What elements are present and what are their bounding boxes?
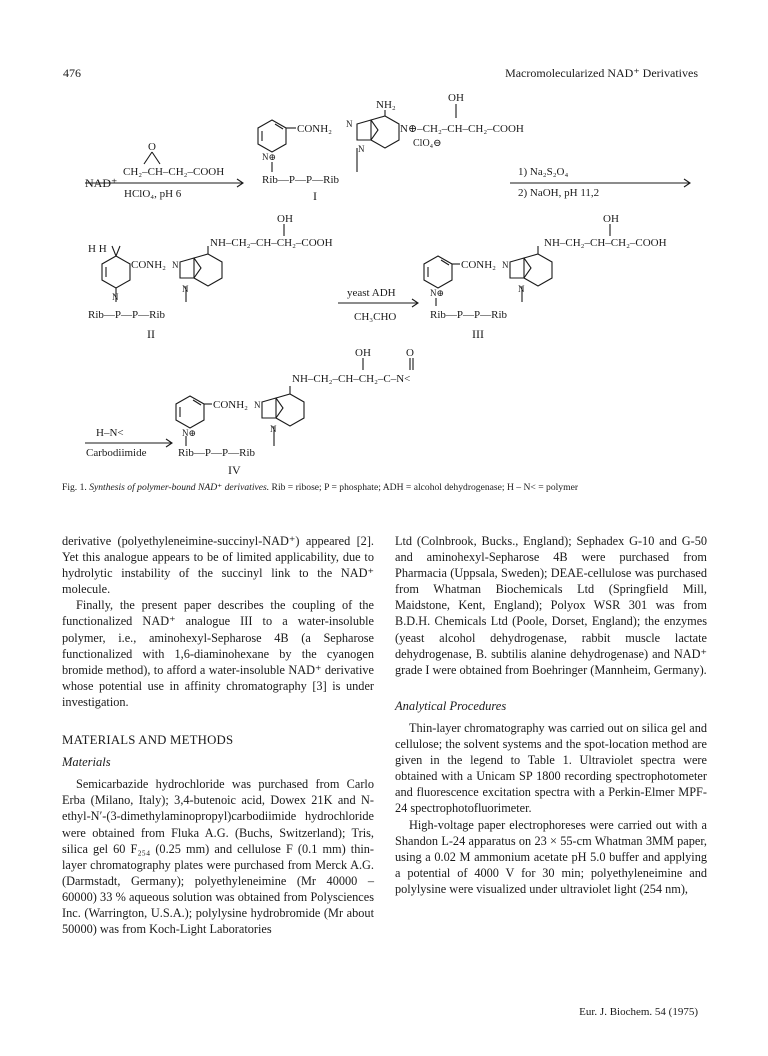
- reduction-step-2: 2) NaOH, pH 11,2: [518, 187, 600, 199]
- left-paragraph-2: Finally, the present paper describes the coupling of the functionalized NAD⁺ analogue III to a water-insoluble polymer, i.e., aminohexyl-Sepharose 4B (a Sepharose functionalized with 1,6-diaminohexane by the cyanogen bromide method), to afford a water-insoluble NAD⁺ derivative whose potential use in affinity chromatography [3] is under investigation.: [62, 598, 374, 709]
- compound-ii-hh: H H: [88, 243, 107, 255]
- right-column: [395, 533, 707, 897]
- compound-iii-pyrimidine-ring: [524, 254, 552, 286]
- compound-iv-oh: OH: [355, 347, 371, 359]
- compound-iii-label: III: [472, 327, 484, 341]
- compound-iv-side-chain: NH–CH₂–CH–CH₂–C–N<: [292, 373, 411, 385]
- compound-i-counterion: ClO₄⊖: [413, 138, 442, 149]
- compound-ii-pyrimidine-ring: [194, 254, 222, 286]
- compound-iii-conh2: CONH₂: [461, 259, 497, 271]
- subsection-heading-analytical: Analytical Procedures: [395, 698, 507, 713]
- figure-caption: [62, 482, 712, 493]
- compound-i-side-chain: N⊕–CH₂–CH–CH₂–COOH: [400, 123, 524, 135]
- nad-reactant: NAD⁺: [85, 176, 118, 190]
- right-paragraph-2: Thin-layer chromatography was carried out on silica gel and cellulose; the solvent systems and the spot-location method are given in the legend to Table 1. Ultraviolet spectra were obtained with a Unicam SP 1800 recording spectrophotometer and fluorescence excitation spectra with a Perkin-Elmer MPF-24 spectrophotofluorimeter.: [395, 720, 707, 816]
- right-paragraph-1: Ltd (Colnbrook, Bucks., England); Sephadex G-10 and G-50 and aminohexyl-Sepharose 4B were purchased from Pharmacia (Uppsala, Sweden); DEAE-cellulose was purchased from Whatman Biochemicals Ltd (Springfield Mill, Maidstone, Kent, England); Polyox WSR 301 was from B.D.H. Chemicals Ltd (Poole, Dorset, England); the enzymes (yeast alcohol dehydrogenase, rabbit muscle lactate dehydrogenase, B. subtilis alanine dehydrogenase) and NAD⁺ grade I were obtained from Boehringer (Mannheim, Germany).: [395, 534, 707, 677]
- compound-i-conh2: CONH₂: [297, 123, 333, 135]
- compound-ii-ring-n2: N: [182, 284, 189, 294]
- compound-ii-conh2: CONH₂: [131, 259, 167, 271]
- compound-iv-imidazole-ring: [262, 398, 283, 418]
- compound-iv-ring-n2: N: [270, 424, 277, 434]
- journal-footer: Eur. J. Biochem. 54 (1975): [579, 1006, 698, 1018]
- compound-iv-backbone: Rib—P—P—Rib: [178, 447, 256, 459]
- carbodiimide-label: Carbodiimide: [86, 447, 147, 459]
- compound-i-label: I: [313, 189, 317, 203]
- compound-iv-pyridinium-n: N⊕: [182, 428, 197, 438]
- compound-ii-backbone: Rib—P—P—Rib: [88, 309, 166, 321]
- compound-i-backbone: Rib—P—P—Rib: [262, 174, 340, 186]
- acetaldehyde-label: CH₃CHO: [354, 311, 397, 323]
- compound-i-ring-n2: N: [358, 144, 365, 154]
- compound-iii-oh: OH: [603, 213, 619, 225]
- compound-i-imidazole-ring: [357, 120, 378, 140]
- compound-i-ring-n1: N: [346, 119, 353, 129]
- caption-prefix: Fig. 1.: [62, 482, 87, 493]
- reaction-scheme: [0, 0, 768, 480]
- compound-ii-side-chain: NH–CH₂–CH–CH₂–COOH: [210, 237, 333, 249]
- compound-ii-imidazole-ring: [180, 258, 201, 278]
- compound-iv-conh2: CONH₂: [213, 399, 249, 411]
- compound-ii-ring-n: N: [112, 292, 119, 302]
- compound-i-oh: OH: [448, 92, 464, 104]
- left-paragraph-1: derivative (polyethyleneimine-succinyl-NAD⁺) appeared [2]. Yet this analogue appears to be of limited applicability, due to hydrolytic instability of the succinyl link to the NAD⁺ molecule.: [62, 534, 374, 597]
- left-paragraph-3: Semicarbazide hydrochloride was purchased from Carlo Erba (Milano, Italy); 3,4-butenoic acid, Dowex 21K and N-ethyl-N′-(3-dimethylaminopropyl)carbodiimide hydrochloride were obtained from Fluka A.G. (Buchs, Switzerland); Tris, silica gel 60 F₂₅₄ (0.25 mm) and cellulose F (0.1 mm) thin-layer chromatography plates were purchased from Merck A.G. (Darmstadt, Germany); polyethyleneimine (Mr 40000 – 60000) 33 % aqueous solution was obtained from Polysciences Inc. (Warrington, U.S.A.); polylysine hydrobromide (Mr about 50000) was from Koch-Light Laboratories: [62, 777, 374, 937]
- compound-iii-pyridinium-n: N⊕: [430, 288, 445, 298]
- acid-conditions: HClO₄, pH 6: [124, 188, 182, 200]
- epoxide-oxygen: O: [148, 141, 156, 153]
- compound-iv-ring-n1: N: [254, 400, 261, 410]
- compound-i-pyrimidine-ring: [371, 116, 399, 148]
- reduction-step-1: 1) Na₂S₂O₄: [518, 166, 569, 178]
- compound-ii-oh: OH: [277, 213, 293, 225]
- compound-ii-ring-n1: N: [172, 260, 179, 270]
- compound-iii-imidazole-ring: [510, 258, 531, 278]
- running-title: Macromolecularized NAD⁺ Derivatives: [505, 66, 698, 80]
- compound-i-pyridinium-n: N⊕: [262, 152, 277, 162]
- compound-iii-ring-n2: N: [518, 284, 525, 294]
- polymer-amine-label: H–N<: [96, 427, 124, 439]
- compound-iv-carbonyl-o: O: [406, 347, 414, 359]
- right-paragraph-3: High-voltage paper electrophoreses were carried out with a Shandon L-24 apparatus on 23 × 55-cm Whatman 3MM paper, using a 0.02 M ammonium acetate pH 5.0 buffer and applying a potential of 4000 V for 30 min; polyethyleneimine and polylysine were visualized under ultraviolet light (254 nm),: [395, 817, 707, 896]
- compound-iii-side-chain: NH–CH₂–CH–CH₂–COOH: [544, 237, 667, 249]
- epoxide-reagent: CH₂–CH–CH₂–COOH: [123, 166, 225, 178]
- compound-iii-backbone: Rib—P—P—Rib: [430, 309, 508, 321]
- caption-legend: Rib = ribose; P = phosphate; ADH = alcohol dehydrogenase; H – N< = polymer: [271, 482, 579, 493]
- compound-ii-label: II: [147, 327, 155, 341]
- page-number: 476: [63, 66, 81, 80]
- compound-i-nh2: NH₂: [376, 99, 396, 111]
- enzyme-label: yeast ADH: [347, 287, 396, 299]
- subsection-heading-materials: Materials: [62, 755, 111, 770]
- left-column: [62, 533, 374, 937]
- compound-iii-ring-n1: N: [502, 260, 509, 270]
- caption-title: Synthesis of polymer-bound NAD⁺ derivatives.: [89, 482, 270, 493]
- section-heading: MATERIALS AND METHODS: [62, 733, 234, 748]
- compound-iv-pyrimidine-ring: [276, 394, 304, 426]
- compound-iv-label: IV: [228, 463, 241, 477]
